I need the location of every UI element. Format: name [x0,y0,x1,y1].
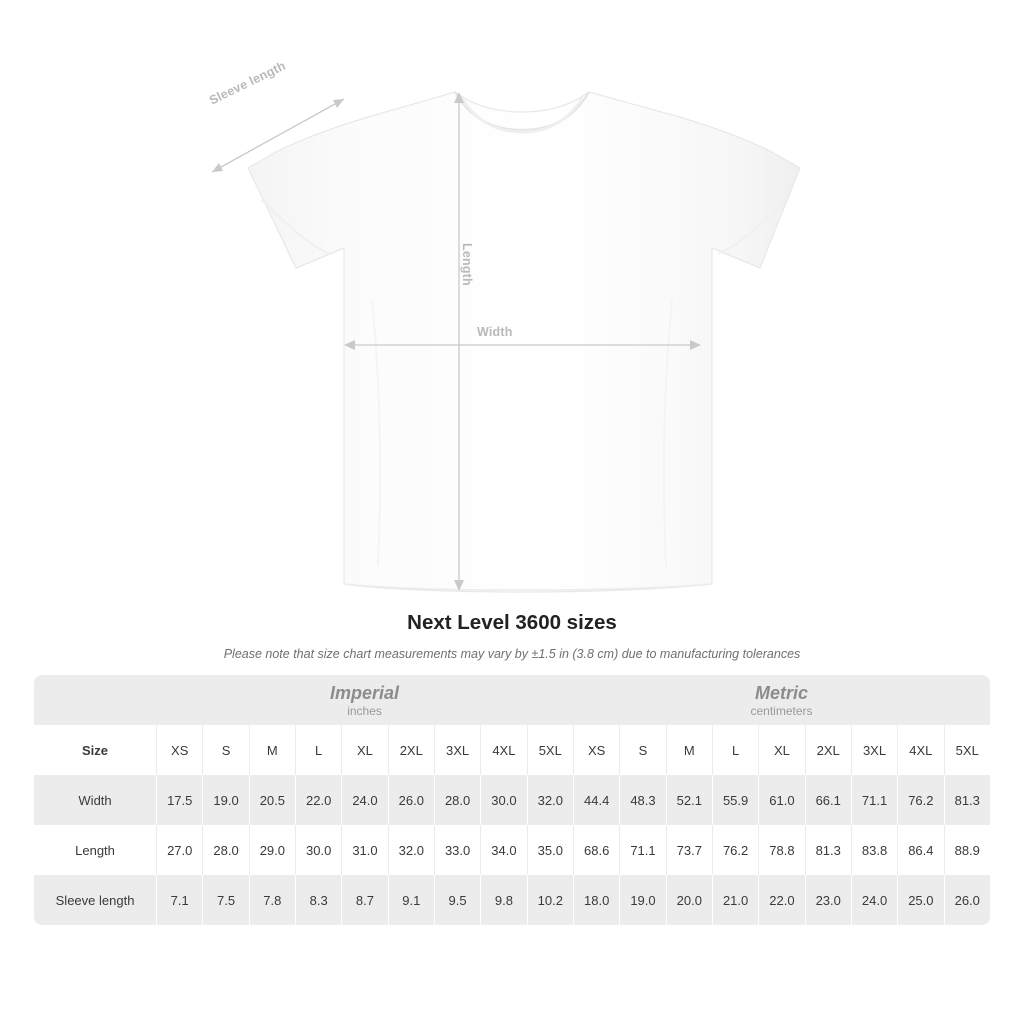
cell-sleeve-imperial: 9.5 [434,875,480,925]
cell-width-imperial: 32.0 [527,775,573,825]
size-table [34,675,990,925]
cell-width-metric: 76.2 [897,775,943,825]
row-label-width: Width [34,775,156,825]
cell-width-metric: 61.0 [758,775,804,825]
cell-width-metric: 55.9 [712,775,758,825]
table-row [34,875,990,925]
size-header-cell: M [666,725,712,775]
size-header-cell: S [619,725,665,775]
size-header-row [34,725,990,775]
cell-width-metric: 48.3 [619,775,665,825]
system-name-metric: Metric [754,682,808,703]
size-header-cell: 2XL [805,725,851,775]
page-title: Next Level 3600 sizes [407,611,617,634]
cell-width-metric: 44.4 [573,775,619,825]
size-header-cell: XL [758,725,804,775]
cell-width-metric: 66.1 [805,775,851,825]
cell-length-metric: 76.2 [712,825,758,875]
cell-length-metric: 71.1 [619,825,665,875]
cell-sleeve-imperial: 7.8 [249,875,295,925]
cell-length-metric: 83.8 [851,825,897,875]
tshirt-body [248,92,800,592]
width-dimension-label: Width [477,325,513,339]
cell-sleeve-imperial: 9.1 [388,875,434,925]
cell-length-imperial: 32.0 [388,825,434,875]
cell-sleeve-metric: 23.0 [805,875,851,925]
size-header-cell: L [295,725,341,775]
cell-sleeve-imperial: 7.1 [156,875,202,925]
size-header-cell: 2XL [388,725,434,775]
cell-sleeve-metric: 22.0 [758,875,804,925]
size-header-cell: 3XL [851,725,897,775]
cell-length-metric: 86.4 [897,825,943,875]
cell-sleeve-metric: 21.0 [712,875,758,925]
cell-length-imperial: 28.0 [202,825,248,875]
tolerance-note: Please note that size chart measurements may vary by ±1.5 in (3.8 cm) due to manufacturing tolerances [223,647,801,661]
size-header-cell: 4XL [480,725,526,775]
cell-width-imperial: 28.0 [434,775,480,825]
cell-length-metric: 78.8 [758,825,804,875]
cell-length-imperial: 31.0 [341,825,387,875]
cell-sleeve-metric: 19.0 [619,875,665,925]
size-header-cell: 3XL [434,725,480,775]
table-row [34,825,990,875]
cell-sleeve-imperial: 7.5 [202,875,248,925]
size-header-cell: M [249,725,295,775]
cell-width-imperial: 22.0 [295,775,341,825]
system-name-imperial: Imperial [330,682,400,703]
system-header-metric [573,675,990,725]
cell-length-metric: 88.9 [944,825,991,875]
cell-width-imperial: 19.0 [202,775,248,825]
system-header-imperial [156,675,573,725]
row-label-sleeve-length: Sleeve length [34,875,156,925]
system-header-row [34,675,990,725]
cell-sleeve-imperial: 10.2 [527,875,573,925]
system-unit-imperial: inches [347,704,382,719]
cell-sleeve-metric: 18.0 [573,875,619,925]
size-table-wrapper [34,675,990,925]
sleeve-length-dimension-label: Sleeve length [207,58,288,108]
cell-length-metric: 68.6 [573,825,619,875]
size-header-cell: 5XL [944,725,991,775]
size-header-cell: 4XL [897,725,943,775]
cell-length-imperial: 30.0 [295,825,341,875]
system-unit-metric: centimeters [750,704,813,719]
table-row [34,775,990,825]
size-header-label: Size [34,725,156,775]
size-header-cell: XL [341,725,387,775]
length-dimension-label: Length [460,243,474,286]
cell-width-imperial: 30.0 [480,775,526,825]
cell-sleeve-imperial: 8.7 [341,875,387,925]
cell-width-imperial: 20.5 [249,775,295,825]
cell-sleeve-metric: 25.0 [897,875,943,925]
cell-width-imperial: 26.0 [388,775,434,825]
cell-length-imperial: 27.0 [156,825,202,875]
cell-length-imperial: 29.0 [249,825,295,875]
cell-sleeve-imperial: 9.8 [480,875,526,925]
cell-sleeve-metric: 20.0 [666,875,712,925]
cell-width-metric: 52.1 [666,775,712,825]
size-header-cell: 5XL [527,725,573,775]
size-header-cell: S [202,725,248,775]
cell-length-metric: 73.7 [666,825,712,875]
row-label-length: Length [34,825,156,875]
cell-length-imperial: 35.0 [527,825,573,875]
size-header-cell: XS [156,725,202,775]
cell-length-imperial: 34.0 [480,825,526,875]
cell-width-imperial: 17.5 [156,775,202,825]
cell-length-imperial: 33.0 [434,825,480,875]
cell-width-metric: 71.1 [851,775,897,825]
system-header-spacer [34,675,156,725]
title-block [0,611,1024,661]
cell-sleeve-metric: 24.0 [851,875,897,925]
size-header-cell: XS [573,725,619,775]
cell-width-metric: 81.3 [944,775,991,825]
cell-length-metric: 81.3 [805,825,851,875]
cell-sleeve-metric: 26.0 [944,875,991,925]
size-header-cell: L [712,725,758,775]
cell-width-imperial: 24.0 [341,775,387,825]
cell-sleeve-imperial: 8.3 [295,875,341,925]
